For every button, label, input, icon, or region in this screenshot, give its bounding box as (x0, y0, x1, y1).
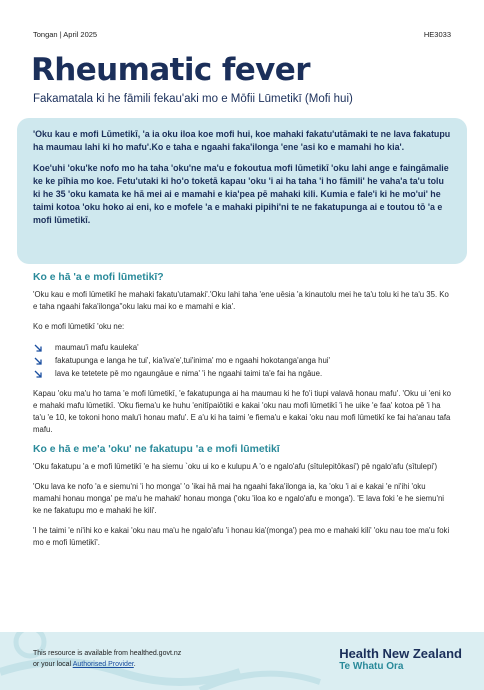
list-item (33, 367, 453, 380)
language-date: Tongan | April 2025 (33, 30, 98, 39)
top-bar (33, 30, 451, 39)
main-content (33, 272, 453, 557)
section2-paragraph-2: 'Oku lava ke nofo 'a e siemu'ni 'i ho monga' 'o 'ikai hā mai ha ngaahi faka'ilonga ia, ka 'oku 'i ai e kakai 'e ni'ihi 'oku mamahi honau monga' pe ma'u he mahaki' honau monga ('oku 'iloa ko e ngalo'afu e monga'). 'E lava foki 'e he siemu'ni ke ne fakatupu mo e mahaki he kili'. (33, 482, 445, 515)
org-subtitle: Te Whatu Ora (339, 661, 404, 672)
list-item (33, 341, 453, 354)
authorised-provider-link[interactable]: Authorised Provider (72, 661, 134, 668)
list-item-text: maumau'i mafu kauleka' (55, 343, 139, 352)
footer-line-1: This resource is available from healthed.govt.nz (33, 650, 182, 657)
page-subtitle: Fakamatala ki he fāmili fekau'aki mo e Mōfii Lūmetikī (Mofi hui) (33, 93, 353, 105)
symptom-list (33, 341, 453, 380)
callout-paragraph-1: 'Oku kau e mofi Lūmetikī, 'a ia oku iloa koe mofi hui, koe mahaki fakatu'utāmaki te ne lava fakatupu ha maumau lahi ki ho mafu'.Ko e taha e ngaahi faka'ilonga 'ene 'asi ko e mamahi ho kia'. (33, 129, 451, 152)
section2-paragraph-3: 'I he taimi 'e ni'ihi ko e kakai 'oku nau ma'u he ngalo'afu 'i honau kia'(monga') pea mo e mahaki kili' 'oku nau toe ma'u foki mo e mofi lūmetikī'. (33, 526, 450, 547)
footer-line-2-suffix: . (133, 661, 136, 668)
org-name: Health New Zealand (339, 646, 462, 661)
intro-callout (17, 118, 467, 264)
list-intro: Ko e mofi lūmetikī 'oku ne: (33, 322, 125, 331)
list-item (33, 354, 453, 367)
section1-paragraph-1: 'Oku kau e mofi lūmetikī he mahaki fakatu'utamaki'.'Oku lahi taha 'ene uēsia 'a kinautolu mei he ta'u tolu ki he ta'u 35. Ko e taha ngaahi faka'ilonga''oku laku mai ko e mamahi e kia'. (33, 290, 449, 311)
org-logo (339, 646, 462, 672)
footer-text (33, 648, 181, 670)
section1-heading: Ko e hā 'a e mofi lūmetikī? (33, 272, 164, 283)
arrow-icon (33, 356, 43, 366)
list-item-text: fakatupunga e langa he tui', kia'iva'e',tui'inima' mo e ngaahi hokotanga'anga hui' (55, 356, 331, 365)
footer-line-2 (33, 659, 181, 670)
footer-line-2-prefix: or your local (33, 661, 73, 668)
list-item-text: lava ke tetetete pē mo ngaungāue e nima' 'i he ngaahi taimi ta'e fai ha ngāue. (55, 369, 323, 378)
arrow-icon (33, 369, 43, 379)
arrow-icon (33, 343, 43, 353)
callout-paragraph-2: Koe'uhi 'oku'ke nofo mo ha taha 'oku'ne ma'u e fokoutua mofi lūmetikī 'oku lahi ange e faingāmalie ke ke pīhia mo koe. Fetu'utaki ki ho'o toketā kapau 'oku 'i ai ha taha 'i ho fāmili' he vaha'a ta'u tolu ki he 35 'oku kamata ke hā mei ai e mamahi e kia'pea pē mahaki kili. Kumia e fale'i ki he mo'ui' he taimi kotoa 'oku hoko ai eni, ko e mofele 'a e mahaki pipihi'ni te ne fakatupunga ai e toutou tō 'a e mofi lūmetikī. (33, 163, 449, 225)
section2-heading: Ko e hā e me'a 'oku' ne fakatupu 'a e mofi lūmetikī (33, 444, 280, 455)
section1-paragraph-2: Kapau 'oku ma'u ho tama 'e mofi lūmetikī, 'e fakatupunga ai ha maumau ki he fo'i tiupi valavā honau mafu'. 'Oku ui 'eni ko e mahaki mafu lūmetikī. 'Oku fiema'u ke huhu 'enitīpaiōtiki e kakai 'oku nau mofi lūmetikī 'i he uike 'e faa' kotoa pē 'i ha ta'u 'e 10, ke tokoni hono malu'i honau mafu'. E a'u ki ha taimi 'e fiema'u e kakai 'oku nau mofi lūmetikī ke fai ha'anau tafa mafu. (33, 389, 452, 434)
page-title: Rheumatic fever (31, 52, 310, 88)
section2-paragraph-1: 'Oku fakatupu 'a e mofi lūmetikī 'e ha siemu `oku ui ko e kulupu A 'o e ngalo'afu (sītulepitōkasi') pē ngalo'afu (sītulepi') (33, 462, 438, 471)
footer (0, 632, 484, 690)
document-code: HE3033 (423, 30, 451, 39)
